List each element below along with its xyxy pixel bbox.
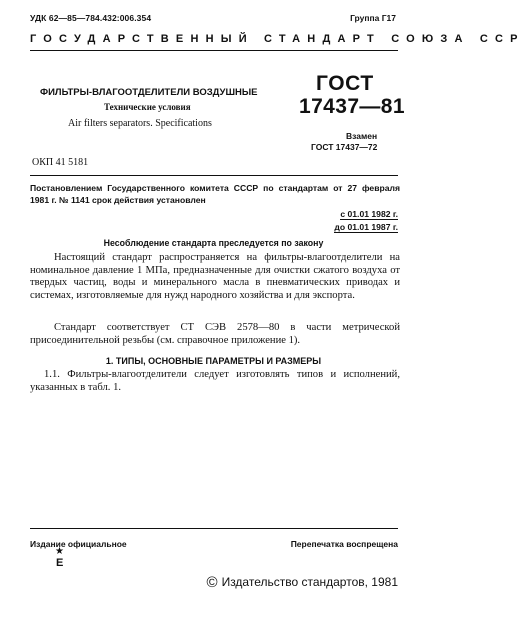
footer-divider <box>30 528 398 529</box>
edition-mark: Е <box>56 557 64 569</box>
gost-number: 17437—81 <box>299 95 405 118</box>
replaces-value: ГОСТ 17437—72 <box>311 142 378 152</box>
top-divider <box>30 50 398 51</box>
validity-start-date: с 01.01 1982 г. <box>340 209 398 219</box>
udk-code: УДК 62—85—784.432:006.354 <box>30 13 152 23</box>
validity-end-date: до 01.01 1987 г. <box>334 222 398 232</box>
state-standard-heading: ГОСУДАРСТВЕННЫЙ СТАНДАРТ СОЮЗА ССР <box>30 33 525 45</box>
reprint-prohibited-label: Перепечатка воспрещена <box>290 539 398 549</box>
document-subtitle: Технические условия <box>104 102 191 112</box>
legal-warning: Несоблюдение стандарта преследуется по закону <box>103 238 324 248</box>
document-title-english: Air filters separators. Specifications <box>68 118 212 129</box>
copyright-icon: © <box>206 574 218 591</box>
document-title: ФИЛЬТРЫ-ВЛАГООТДЕЛИТЕЛИ ВОЗДУШНЫЕ <box>40 87 258 98</box>
okp-divider <box>30 175 398 176</box>
compliance-paragraph: Стандарт соответствует СТ СЭВ 2578—80 в части метрической присоединительной резьбы (см. справочное приложение 1). <box>30 322 400 346</box>
scope-paragraph: Настоящий стандарт распространяется на фильтры-влагоотделители на номинальное давление 1 МПа, предназначенные для очистки сжатого воздуха от твердых частиц, воды и минерального масла в пневматических приводах и системах, изготовляемые для нужд народного хозяйства и для экспорта. <box>30 252 400 302</box>
okp-code: ОКП 41 5181 <box>32 157 89 168</box>
gost-label: ГОСТ <box>316 72 374 95</box>
replaces-label: Взамен <box>346 131 378 141</box>
copyright-notice <box>207 574 399 591</box>
official-edition-label: Издание официальное <box>30 539 127 549</box>
section-heading: 1. ТИПЫ, ОСНОВНЫЕ ПАРАМЕТРЫ И РАЗМЕРЫ <box>105 356 322 366</box>
star-icon: ★ <box>55 546 64 557</box>
clause-1-1: 1.1. Фильтры-влагоотделители следует изготовлять типов и исполнений, указанных в табл. 1. <box>30 369 400 393</box>
decree-text: Постановлением Государственного комитета СССР по стандартам от 27 февраля 1981 г. № 1141 срок действия установлен <box>30 183 400 206</box>
group-code: Группа Г17 <box>350 13 396 23</box>
copyright-text: Издательство стандартов, 1981 <box>221 575 398 589</box>
